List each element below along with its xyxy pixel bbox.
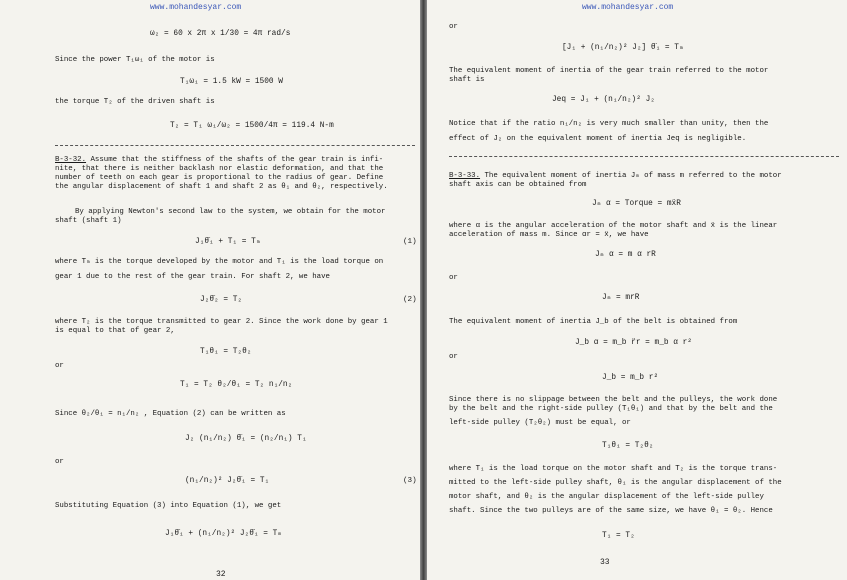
equation-t-equal: T₁ = T₂ (602, 532, 635, 540)
text-line: where α is the angular acceleration of the motor shaft and ẍ is the linear (449, 222, 778, 230)
equation-work: T₁θ₁ = T₂θ₂ (602, 442, 654, 450)
text-line: the torque T₂ of the driven shaft is (55, 98, 215, 106)
left-page (0, 0, 420, 580)
equation-3: (n₁/n₂)² J₂θ̈₁ = T₁ (185, 477, 270, 485)
text-line: shaft axis can be obtained from (449, 181, 587, 189)
text-line: effect of J₂ on the equivalent moment of inertia Jeq is negligible. (449, 135, 747, 143)
text-line: The equivalent moment of inertia of the gear train referred to the motor (449, 67, 769, 75)
equation-power: T₁ω₁ = 1.5 kW = 1500 W (180, 78, 283, 86)
equation-combined: [J₁ + (n₁/n₂)² J₂] θ̈₁ = Tₘ (562, 44, 684, 52)
equation-number: (2) (403, 296, 417, 304)
text-line: where Tₘ is the torque developed by the motor and T₁ is the load torque on (55, 258, 384, 266)
page-url[interactable]: www.mohandesyar.com (582, 3, 674, 12)
text-line: shaft is (449, 76, 485, 84)
text-line: motor shaft, and θ₂ is the angular displacement of the left-side pulley (449, 493, 764, 501)
equation-work: T₁θ₁ = T₂θ₂ (200, 348, 252, 356)
text-or: or (55, 458, 64, 466)
equation-jb: J_b α = m_b r̈r = m_b α r² (575, 339, 692, 347)
text-line: by the belt and the right-side pulley (T₁θ₁) and that by the belt and the (449, 405, 773, 413)
equation-j2: J₂ (n₁/n₂) θ̈₁ = (n₂/n₁) T₁ (185, 435, 307, 443)
text-line: gear 1 due to the rest of the gear train. For shaft 2, we have (55, 273, 330, 281)
equation-jm3: Jₘ = mrR (602, 294, 640, 302)
text-line: number of teeth on each gear is proportional to the radius of gear. Define (55, 174, 384, 182)
text-line: mitted to the left-side pulley shaft, θ₁ is the angular displacement of the (449, 479, 782, 487)
equation-torque: T₂ = T₁ ω₁/ω₂ = 1500/4π = 119.4 N-m (170, 122, 334, 130)
equation-t1: T₁ = T₂ θ₂/θ₁ = T₂ n₁/n₂ (180, 381, 293, 389)
problem-ref: B-3-32. (55, 156, 87, 164)
equation-1: J₁θ̈₁ + T₁ = Tₘ (195, 238, 261, 246)
text-line: where T₁ is the load torque on the motor shaft and T₂ is the torque trans- (449, 465, 778, 473)
problem-paragraph: B-3-32. Assume that the stiffness of the shafts of the gear train is infi- (55, 156, 384, 164)
equation-omega2: ω₂ = 60 x 2π x 1/30 = 4π rad/s (150, 30, 291, 38)
text-line: where T₂ is the torque transmitted to gear 2. Since the work done by gear 1 (55, 318, 388, 326)
text-line: Since the power T₁ω₁ of the motor is (55, 56, 215, 64)
text-line: Since θ₂/θ₁ = n₁/n₂ , Equation (2) can be written as (55, 410, 286, 418)
text-line: shaft (shaft 1) (55, 217, 122, 225)
text-or: or (55, 362, 64, 370)
equation-final: J₁θ̈₁ + (n₁/n₂)² J₂θ̈₁ = Tₘ (165, 530, 282, 538)
text-or: or (449, 23, 458, 31)
page-number: 32 (216, 570, 226, 579)
section-divider (55, 145, 415, 146)
text-line: shaft. Since the two pulleys are of the same size, we have θ₁ = θ₂. Hence (449, 507, 773, 515)
text-line: left-side pulley (T₂θ₂) must be equal, or (449, 419, 631, 427)
text-line: Notice that if the ratio n₁/n₂ is very much smaller than unity, then the (449, 120, 769, 128)
equation-jm: Jₘ α = Torque = mẍR (592, 200, 681, 208)
text-line: nite, that there is neither backlash nor elastic deformation, and that the (55, 165, 384, 173)
equation-number: (1) (403, 238, 417, 246)
page-number: 33 (600, 558, 610, 567)
text-line: acceleration of mass m. Since αr = ẍ, we have (449, 231, 649, 239)
equation-jm2: Jₘ α = m α rR (595, 251, 656, 259)
page-url[interactable]: www.mohandesyar.com (150, 3, 242, 12)
equation-number: (3) (403, 477, 417, 485)
equation-2: J₂θ̈₂ = T₂ (200, 296, 243, 304)
right-page (427, 0, 847, 580)
text-line: By applying Newton's second law to the system, we obtain for the motor (75, 208, 386, 216)
problem-paragraph: B-3-33. The equivalent moment of inertia Jₘ of mass m referred to the motor (449, 172, 782, 180)
text-line: is equal to that of gear 2, (55, 327, 175, 335)
text-or: or (449, 274, 458, 282)
text-line: The equivalent moment of inertia J_b of the belt is obtained from (449, 318, 738, 326)
equation-jeq: Jeq = J₁ + (n₁/n₂)² J₂ (552, 96, 655, 104)
section-divider (449, 156, 839, 157)
text-or: or (449, 353, 458, 361)
problem-ref: B-3-33. (449, 172, 481, 180)
page-gutter (420, 0, 427, 580)
equation-jb2: J_b = m_b r² (602, 374, 659, 382)
text-line: the angular displacement of shaft 1 and shaft 2 as θ₁ and θ₂, respectively. (55, 183, 388, 191)
text-line: Since there is no slippage between the belt and the pulleys, the work done (449, 396, 778, 404)
text-line: Substituting Equation (3) into Equation (1), we get (55, 502, 282, 510)
